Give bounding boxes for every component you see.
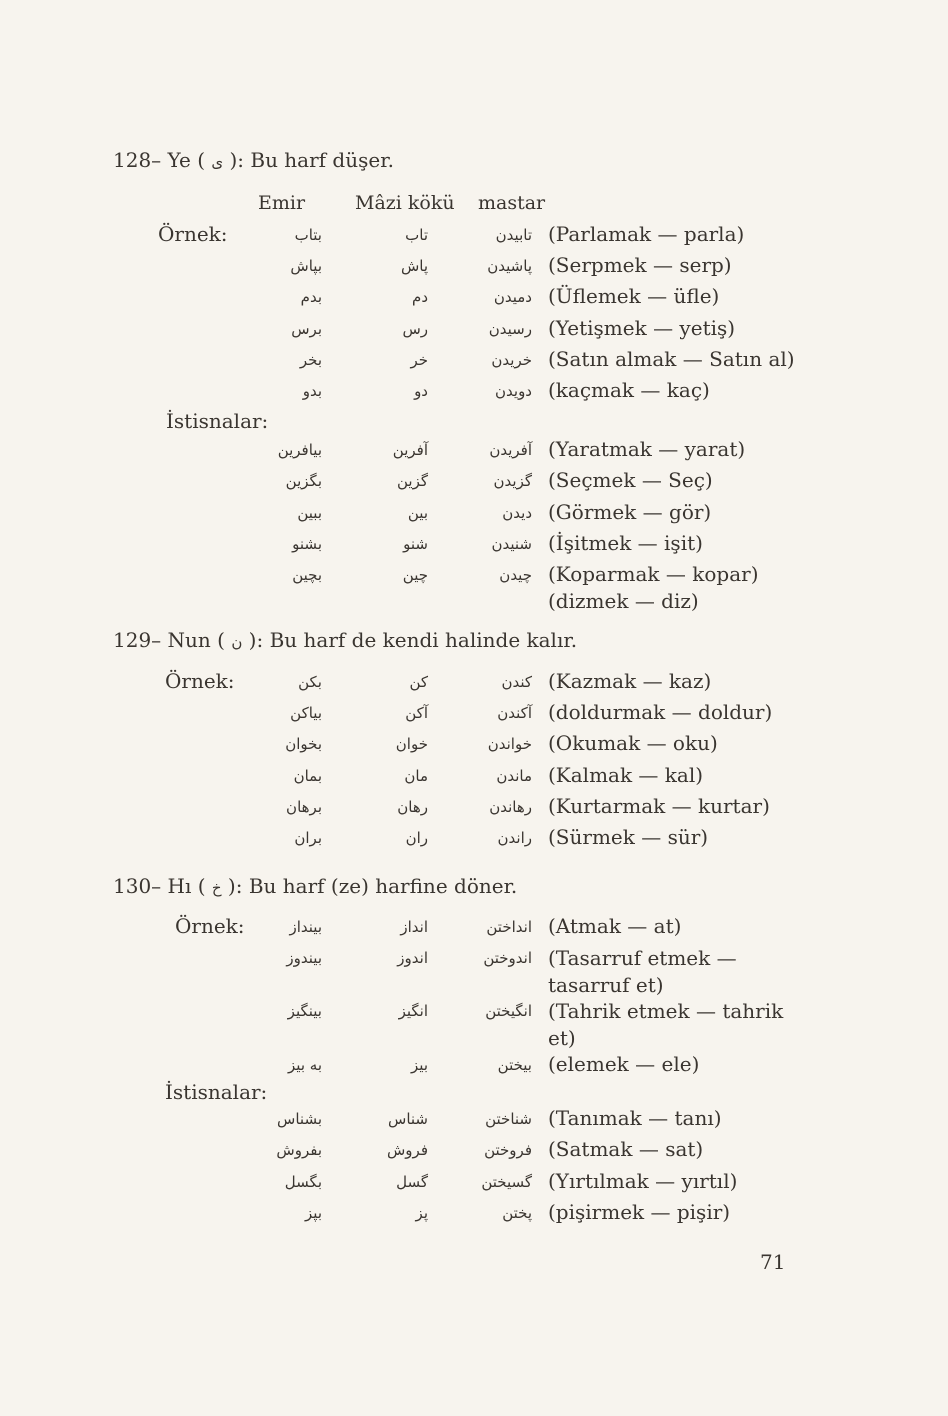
mazi-cell: رس <box>402 320 428 338</box>
section-128-heading: 128– Ye ( ی ): Bu harf düşer. <box>113 148 394 172</box>
exceptions-label: İstisnalar: <box>165 1080 268 1104</box>
exception-row <box>0 1137 948 1167</box>
mazi-cell: تاب <box>405 226 428 244</box>
mastar-cell: خریدن <box>491 351 532 369</box>
emir-cell: بتاب <box>294 226 322 244</box>
exceptions-label: İstisnalar: <box>166 409 269 433</box>
mazi-cell: بین <box>407 504 428 522</box>
verb-row <box>0 825 948 855</box>
mastar-cell: دیدن <box>502 504 532 522</box>
mazi-cell: ران <box>405 829 428 847</box>
verb-row <box>0 347 948 377</box>
example-label: Örnek: <box>158 222 228 246</box>
emir-cell: ببین <box>297 504 322 522</box>
translation-cell: (Atmak — at) <box>548 914 682 938</box>
mastar-cell: بیختن <box>497 1056 532 1074</box>
mazi-cell: شنو <box>403 535 428 553</box>
translation-cell: (Parlamak — parla) <box>548 222 745 246</box>
mazi-cell: دو <box>414 382 428 400</box>
verb-row <box>0 222 948 252</box>
mazi-cell: شناس <box>388 1110 428 1128</box>
translation-cell: (Yetişmek — yetiş) <box>548 316 736 340</box>
verb-row <box>0 794 948 824</box>
mastar-cell: دویدن <box>495 382 532 400</box>
translation-cell: (doldurmak — doldur) <box>548 700 773 724</box>
emir-cell: بکن <box>298 673 322 691</box>
mastar-cell: انداختن <box>486 918 532 936</box>
mazi-cell: خر <box>410 351 428 369</box>
translation-cell: (Kalmak — kal) <box>548 763 704 787</box>
verb-row <box>0 914 948 944</box>
mastar-cell: فروختن <box>484 1141 532 1159</box>
emir-cell: بینگیز <box>287 1002 322 1020</box>
verb-row <box>0 731 948 761</box>
emir-cell: بگسل <box>284 1173 322 1191</box>
translation-cell: (Satın almak — Satın al) <box>548 347 795 371</box>
exception-row <box>0 500 948 530</box>
mazi-cell: فروش <box>386 1141 428 1159</box>
emir-cell: بینداز <box>289 918 322 936</box>
mazi-cell: آفرین <box>392 441 428 459</box>
exception-row <box>0 1169 948 1199</box>
mastar-cell: گزیدن <box>493 472 532 490</box>
mastar-cell: پاشیدن <box>487 257 532 275</box>
translation-cell: (Üflemek — üfle) <box>548 284 720 308</box>
translation-cell: (Sürmek — sür) <box>548 825 709 849</box>
exception-row <box>0 531 948 561</box>
mastar-cell: آفریدن <box>489 441 532 459</box>
emir-cell: بمان <box>293 767 322 785</box>
translation-cell: (Satmak — sat) <box>548 1137 704 1161</box>
emir-cell: بفروش <box>276 1141 322 1159</box>
mazi-cell: خوان <box>395 735 428 753</box>
verb-row <box>0 700 948 730</box>
translation-cell: (pişirmek — pişir) <box>548 1200 731 1224</box>
exception-row <box>0 1106 948 1136</box>
emir-cell: بران <box>294 829 322 847</box>
translation-cell: (Görmek — gör) <box>548 500 712 524</box>
verb-row <box>0 1052 948 1082</box>
emir-cell: برس <box>291 320 322 338</box>
mazi-cell: چین <box>402 566 428 584</box>
mastar-cell: شناختن <box>485 1110 532 1128</box>
emir-cell: بخوان <box>285 735 322 753</box>
exception-row <box>0 468 948 498</box>
verb-row <box>0 998 948 1050</box>
section-129-heading: 129– Nun ( ن ): Bu harf de kendi halinde kalır. <box>113 628 578 652</box>
emir-cell: بشناس <box>277 1110 322 1128</box>
mastar-cell: ماندن <box>496 767 532 785</box>
translation-cell: (İşitmek — işit) <box>548 531 703 555</box>
mastar-cell: شنیدن <box>491 535 532 553</box>
mazi-cell: دم <box>412 288 428 306</box>
emir-cell: بگزین <box>285 472 322 490</box>
emir-cell: بدم <box>300 288 322 306</box>
emir-cell: بپاش <box>290 257 322 275</box>
column-header-mazi-koku: Mâzi kökü <box>355 192 455 214</box>
letter-nun: ن <box>231 633 243 651</box>
emir-cell: بچین <box>292 566 322 584</box>
extra-translation-row <box>0 589 948 619</box>
mazi-cell: گزین <box>396 472 428 490</box>
mastar-cell: رسیدن <box>488 320 532 338</box>
mazi-cell: رهان <box>397 798 428 816</box>
mastar-cell: پختن <box>502 1204 532 1222</box>
mazi-cell: آکن <box>405 704 428 722</box>
verb-row <box>0 253 948 283</box>
translation-cell: (elemek — ele) <box>548 1052 700 1076</box>
verb-row <box>0 669 948 699</box>
mastar-cell: تابیدن <box>495 226 532 244</box>
verb-row <box>0 378 948 408</box>
mastar-cell: دمیدن <box>493 288 532 306</box>
exception-row <box>0 562 948 592</box>
verb-row <box>0 945 948 997</box>
mazi-cell: اندوز <box>397 949 428 967</box>
emir-cell: بیاکن <box>290 704 322 722</box>
mastar-cell: گسیختن <box>481 1173 532 1191</box>
mastar-cell: کندن <box>501 673 532 691</box>
emir-cell: بشنو <box>292 535 322 553</box>
mazi-cell: گسل <box>396 1173 428 1191</box>
mastar-cell: انگیختن <box>485 1002 532 1020</box>
mastar-cell: راندن <box>497 829 532 847</box>
emir-cell: به بیز <box>288 1056 322 1074</box>
translation-cell: (Tahrik etmek — tahrik et) <box>548 999 784 1050</box>
mastar-cell: رهاندن <box>489 798 532 816</box>
section-130-heading: 130– Hı ( خ ): Bu harf (ze) harfine döner. <box>113 874 518 898</box>
mazi-cell: پاش <box>400 257 428 275</box>
mastar-cell: آکندن <box>497 704 532 722</box>
translation-cell: (Serpmek — serp) <box>548 253 732 277</box>
column-header-emir: Emir <box>258 192 306 214</box>
verb-row <box>0 763 948 793</box>
letter-hi: خ <box>211 879 222 897</box>
mazi-cell: انداز <box>400 918 428 936</box>
emir-cell: بدو <box>302 382 322 400</box>
translation-cell: (Yırtılmak — yırtıl) <box>548 1169 738 1193</box>
mastar-cell: خواندن <box>487 735 532 753</box>
mastar-cell: اندوختن <box>483 949 532 967</box>
translation-cell: (Kazmak — kaz) <box>548 669 712 693</box>
emir-cell: بیافرین <box>277 441 322 459</box>
translation-cell: (Tanımak — tanı) <box>548 1106 722 1130</box>
translation-cell: (kaçmak — kaç) <box>548 378 710 402</box>
translation-cell: (Okumak — oku) <box>548 731 718 755</box>
translation-cell: (Seçmek — Seç) <box>548 468 713 492</box>
emir-cell: بخر <box>299 351 322 369</box>
page-number: 71 <box>760 1250 786 1274</box>
mazi-cell: مان <box>404 767 428 785</box>
letter-ye: ی <box>211 153 224 171</box>
exception-row <box>0 1200 948 1230</box>
emir-cell: بیندوز <box>286 949 322 967</box>
mazi-cell: پز <box>415 1204 428 1222</box>
verb-row <box>0 284 948 314</box>
translation-cell: (Tasarruf etmek — tasarruf et) <box>548 946 737 997</box>
translation-cell: (Yaratmak — yarat) <box>548 437 746 461</box>
example-label: Örnek: <box>175 914 245 938</box>
emir-cell: برهان <box>286 798 322 816</box>
mazi-cell: بیز <box>411 1056 428 1074</box>
mazi-cell: کن <box>409 673 428 691</box>
emir-cell: بپز <box>305 1204 322 1222</box>
column-header-mastar: mastar <box>478 192 546 214</box>
verb-row <box>0 316 948 346</box>
translation-cell: (Kurtarmak — kurtar) <box>548 794 770 818</box>
example-label: Örnek: <box>165 669 235 693</box>
mastar-cell: چیدن <box>499 566 532 584</box>
translation-cell: (Koparmak — kopar) <box>548 562 759 586</box>
mazi-cell: انگیز <box>398 1002 428 1020</box>
translation-cell: (dizmek — diz) <box>548 589 699 613</box>
exception-row <box>0 437 948 467</box>
